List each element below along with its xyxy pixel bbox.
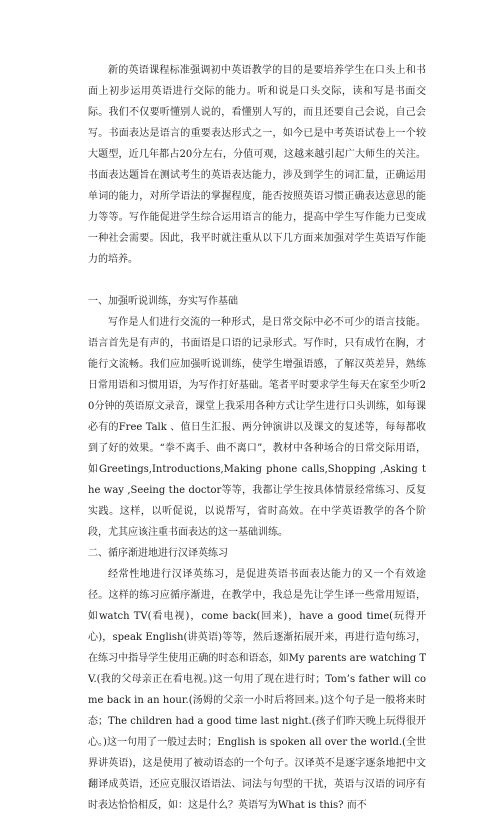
document-body [88,60,426,816]
section-heading-1: 一、加强听说训练，夯实写作基础 [88,296,238,307]
intro-paragraph: 新的英语课程标准强调初中英语教学的目的是要培养学生在口头上和书面上初步运用英语进行交际的能力。听和说是口头交际，读和写是书面交际。我们不仅要听懂别人说的，看懂别人写的，而且还要自己会说，自己会写。书面表达是语言的重要表达形式之一，如今已是中考英语试卷上一个较大题型，近几年都占20分左右，分值可观，这越来越引起广大师生的关注。书面表达题旨在测试考生的英语表达能力，涉及到学生的词汇量，正确运用单词的能力，对所学语法的掌握程度，能否按照英语习惯正确表达意思的能力等等。写作能促进学生综合运用语言的能力，提高中学生写作能力已变成一种社会需要。因此，我平时就注重从以下几方面来加强对学生英语写作能力的培养。 [88,65,426,265]
paragraph-gap [88,270,426,291]
section-heading-2: 二、循序渐进地进行汉译英练习 [88,548,228,559]
section-1-paragraph: 写作是人们进行交流的一种形式，是日常交际中必不可少的语言技能。语言首先是有声的，书面语是口语的记录形式。写作时，只有成竹在胸，才能行文流畅。我们应加强听说训练，使学生增强语感，了解汉英差异，熟练日常用语和习惯用语，为写作打好基础。笔者平时要求学生每天在家至少听20分钟的英语原文录音，课堂上我采用各种方式让学生进行口头训练，如每课必有的Free Talk 、值日生汇报、两分钟演讲以及课文的复述等，每每都收到了好的效果。“拳不离手、曲不离口”，教材中各种场合的日常交际用语，如Greetings,Introductions,Making phone calls,Shopping ,Asking the way ,Seeing the doctor等等，我都让学生按具体情景经常练习、反复实践。这样，以听促说，以说帮写，省时高效。在中学英语教学的各个阶段，尤其应该注重书面表达的这一基础训练。 [88,317,426,538]
section-2-paragraph: 经常性地进行汉译英练习，是促进英语书面表达能力的又一个有效途径。这样的练习应循序渐进，在教学中，我总是先让学生译一些常用短语，如watch TV(看电视)，come back(回来)，have a good time(玩得开心)，speak English(讲英语)等等，然后逐渐拓展开来，再进行造句练习，在练习中指导学生使用正确的时态和语态，如My parents are watching TV.(我的父母亲正在看电视。)这一句用了现在进行时；Tom’s father will come back in an hour.(汤姆的父亲一小时后将回来。)这个句子是一般将来时态；The children had a good time last night.(孩子们昨天晚上玩得很开心。)这一句用了一般过去时；English is spoken all over the world.(全世界讲英语)，这是使用了被动语态的一个句子。汉译英不是逐字逐条地把中文翻译成英语，还应克服汉语语法、词法与句型的干扰，英语与汉语的词序有时表达恰恰相反，如：这是什么？英语写为What is this? 而不 [88,569,426,811]
